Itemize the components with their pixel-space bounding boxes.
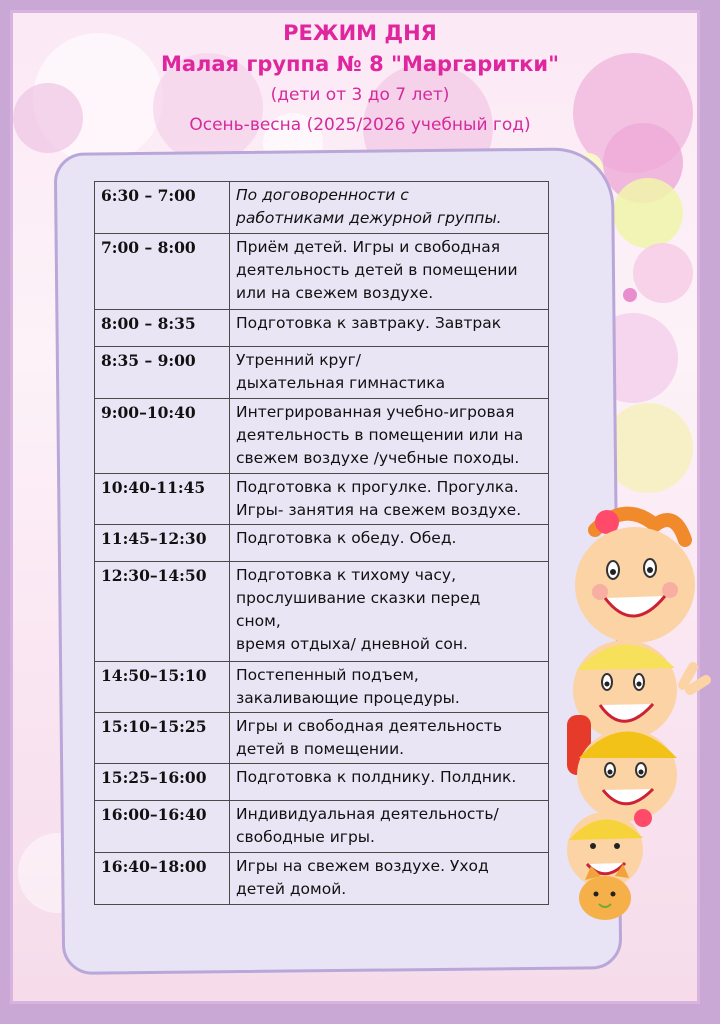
activity-line: По договоренности с — [236, 186, 409, 204]
activity-cell — [230, 853, 549, 905]
time-cell: 8:35 – 9:00 — [95, 347, 230, 399]
time-cell: 11:45–12:30 — [95, 525, 230, 562]
schedule-body — [95, 182, 549, 905]
season-label: Осень-весна (2025/2026 учебный год) — [189, 115, 531, 135]
activity-line: сном, — [236, 612, 281, 630]
activity-cell — [230, 234, 549, 310]
activity-line: Постепенный подъем, — [236, 666, 419, 684]
table-row — [95, 182, 549, 234]
activity-line: Подготовка к прогулке. Прогулка. — [236, 478, 519, 496]
activity-line: Игры- занятия на свежем воздухе. — [236, 501, 522, 519]
activity-line: деятельность детей в помещении — [236, 261, 518, 279]
activity-cell — [230, 474, 549, 525]
activity-line: свободные игры. — [236, 828, 375, 846]
time-cell: 8:00 – 8:35 — [95, 310, 230, 347]
activity-line: прослушивание сказки перед — [236, 589, 481, 607]
table-row — [95, 474, 549, 525]
table-row — [95, 562, 549, 662]
kid-face-icon — [575, 510, 695, 643]
time-cell: 14:50–15:10 — [95, 662, 230, 713]
time-cell: 15:25–16:00 — [95, 764, 230, 801]
activity-cell — [230, 713, 549, 764]
time-cell: 7:00 – 8:00 — [95, 234, 230, 310]
kid-face-icon — [567, 809, 652, 888]
activity-line: время отдыха/ дневной сон. — [236, 635, 468, 653]
table-row — [95, 399, 549, 474]
activity-line: Интегрированная учебно-игровая — [236, 403, 515, 421]
time-cell: 16:40–18:00 — [95, 853, 230, 905]
time-cell: 10:40-11:45 — [95, 474, 230, 525]
table-row — [95, 801, 549, 853]
activity-line: Игры на свежем воздухе. Уход — [236, 857, 489, 875]
activity-line: или на свежем воздухе. — [236, 284, 434, 302]
activity-cell — [230, 764, 549, 801]
activity-line: работниками дежурной группы. — [236, 209, 502, 227]
age-range: (дети от 3 до 7 лет) — [270, 85, 450, 105]
activity-line: Подготовка к обеду. Обед. — [236, 529, 457, 547]
table-row — [95, 234, 549, 310]
time-cell: 15:10–15:25 — [95, 713, 230, 764]
activity-line: Приём детей. Игры и свободная — [236, 238, 501, 256]
activity-cell — [230, 182, 549, 234]
table-row — [95, 662, 549, 713]
activity-cell — [230, 347, 549, 399]
table-row — [95, 764, 549, 801]
activity-line: свежем воздухе /учебные походы. — [236, 449, 520, 467]
activity-cell — [230, 525, 549, 562]
activity-cell — [230, 562, 549, 662]
activity-cell — [230, 662, 549, 713]
activity-line: Индивидуальная деятельность/ — [236, 805, 499, 823]
kid-face-icon — [573, 640, 706, 740]
activity-line: Игры и свободная деятельность — [236, 717, 503, 735]
activity-line: детей в помещении. — [236, 740, 405, 758]
activity-line: деятельность в помещении или на — [236, 426, 524, 444]
header — [0, 18, 720, 140]
activity-line: детей домой. — [236, 880, 347, 898]
activity-line: Утренний круг/ — [236, 351, 361, 369]
activity-line: дыхательная гимнастика — [236, 374, 446, 392]
group-name: Малая группа № 8 "Маргаритки" — [160, 52, 560, 76]
kid-face-icon — [567, 715, 677, 821]
activity-line: Подготовка к тихому часу, — [236, 566, 457, 584]
bubble-decoration — [613, 178, 683, 248]
activity-line: Подготовка к завтраку. Завтрак — [236, 314, 502, 332]
bubble-decoration — [623, 288, 637, 302]
activity-line: закаливающие процедуры. — [236, 689, 460, 707]
table-row — [95, 347, 549, 399]
time-cell: 6:30 – 7:00 — [95, 182, 230, 234]
page-title: РЕЖИМ ДНЯ — [283, 21, 437, 45]
activity-cell — [230, 801, 549, 853]
time-cell: 9:00–10:40 — [95, 399, 230, 474]
activity-line: Подготовка к полднику. Полдник. — [236, 768, 517, 786]
time-cell: 16:00–16:40 — [95, 801, 230, 853]
schedule-table — [94, 181, 549, 905]
time-cell: 12:30–14:50 — [95, 562, 230, 662]
activity-cell — [230, 310, 549, 347]
table-row — [95, 310, 549, 347]
kids-illustration — [555, 500, 720, 930]
table-row — [95, 853, 549, 905]
bubble-decoration — [633, 243, 693, 303]
table-row — [95, 525, 549, 562]
activity-cell — [230, 399, 549, 474]
table-row — [95, 713, 549, 764]
